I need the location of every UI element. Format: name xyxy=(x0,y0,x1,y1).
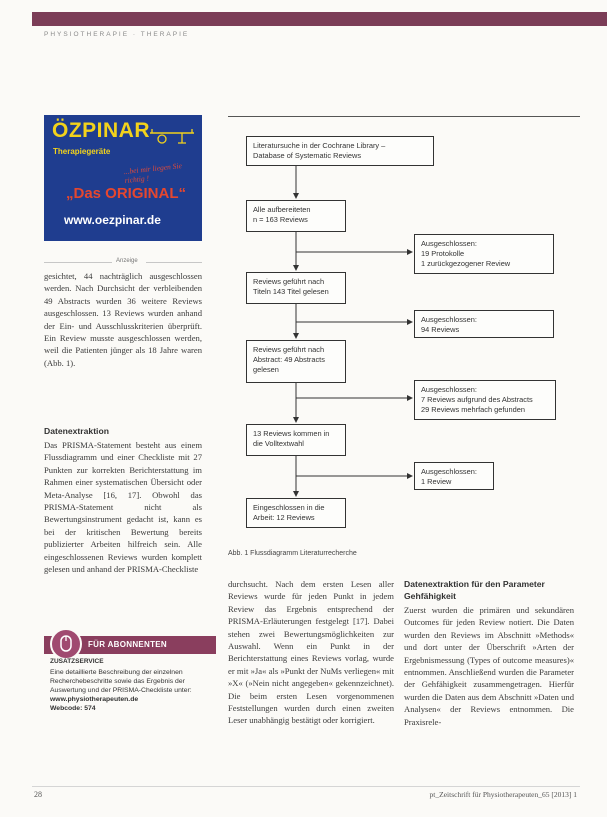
subscriber-title: ZUSATZSERVICE xyxy=(50,658,104,665)
flow-box-fulltext xyxy=(246,424,346,456)
paragraph-text: Zuerst wurden die primären und sekundären Outcomes für jeden Review notiert. Die Daten wurden den Reviews im Abschnitt »Methods« und dort unter der Überschrift »Arten der Ergebnismessung (Types of outcome measures)« entnommen. Anschließend wurden die Parameter der Gehfähigkeit zusammengetragen. Hierfür wurden die Daten aus dem Abschnitt »Daten und Analysen« der Reviews entnommen. Die Praxisrele- xyxy=(404,605,574,727)
flow-text: gelesen xyxy=(253,365,279,374)
footer-rule xyxy=(32,786,580,787)
page-number: 28 xyxy=(34,790,42,799)
subscriber-webcode: Webcode: 574 xyxy=(50,705,96,712)
flow-text: 13 Reviews kommen in xyxy=(253,429,330,438)
heading-datenextraktion: Datenextraktion xyxy=(44,426,109,436)
flow-text: 1 Review xyxy=(421,477,452,486)
flow-text: 19 Protokolle xyxy=(421,249,465,258)
subscriber-text xyxy=(50,668,212,713)
flow-box-excluded-3 xyxy=(414,380,556,420)
flow-text: 29 Reviews mehrfach gefunden xyxy=(421,405,525,414)
flow-box-excluded-4 xyxy=(414,462,494,490)
flow-text: 94 Reviews xyxy=(421,325,460,334)
subscriber-url[interactable]: www.physiotherapeuten.de xyxy=(50,696,139,703)
journal-name: pt_Zeitschrift für Physiotherapeuten_65 [2013] 1 xyxy=(429,790,577,799)
ad-slogan: ...bei mir liegen Sie richtig ! xyxy=(123,161,183,186)
subscriber-header: FÜR ABONNENTEN xyxy=(44,636,216,654)
flow-text: Titeln 143 Titel gelesen xyxy=(253,287,329,296)
flow-text: n = 163 Reviews xyxy=(253,215,308,224)
section-label: PHYSIOTHERAPIE · THERAPIE xyxy=(44,31,190,38)
heading-gehfaehigkeit: Datenextraktion für den Parameter Gehfähigkeit xyxy=(404,579,545,601)
flow-text: Ausgeschlossen: xyxy=(421,385,477,394)
flow-box-titles xyxy=(246,272,346,304)
flow-text: Eingeschlossen in die xyxy=(253,503,325,512)
paragraph-text: gesichtet, 44 nachträglich ausgeschlossen werden. Nach Durchsicht der verbleibenden 49 Abstracts wurden 36 weitere Reviews ausgeschlossen. 13 Reviews wurden anhand der Ein- und Ausschlusskriterien überprüft. Ein Review musste ausgeschlossen werden, weil die Patienten jünger als 18 Jahre waren (Abb. 1). xyxy=(44,271,202,368)
right-paragraph xyxy=(404,604,574,728)
middle-paragraph xyxy=(228,578,394,727)
ad-caption: Anzeige xyxy=(116,258,138,264)
flow-box-all-reviews xyxy=(246,200,346,232)
flow-text: Abstract: 49 Abstracts xyxy=(253,355,325,364)
subscriber-description: Eine detaillierte Beschreibung der einzelnen Recherchebeschritte sowie das Ergebnis der Auswertung und der PRISMA-Checkliste unter: xyxy=(50,669,192,694)
flow-box-included xyxy=(246,498,346,528)
flow-text: Arbeit: 12 Reviews xyxy=(253,513,315,522)
paragraph-text: durchsucht. Nach dem ersten Lesen aller Reviews wurde für jeden Punkt in jedem Review das Ergebnis entsprechend der PRISMA-Erläuterungen festgelegt [17]. Dabei stehen zwei Bewertungsmöglichkeiten zur Auswahl. Wenn ein Punkt in der Berichterstattung eines Reviews vorlag, wurde er mit »Ja« als »Punkt der NuMs verliegen« mit »X« (»Nein nicht angegeben« gekennzeichnet). Die beim ersten Lesen vorgenommenen Feststellungen wurden durch einen zweiten Leser unabhängig bestätigt oder korrigiert. xyxy=(228,579,394,726)
flow-text: Ausgeschlossen: xyxy=(421,315,477,324)
ad-url[interactable]: www.oezpinar.de xyxy=(64,213,161,227)
flow-text: 1 zurückgezogener Review xyxy=(421,259,511,268)
flow-box-excluded-1 xyxy=(414,234,554,274)
ad-subtitle: Therapiegeräte xyxy=(53,147,111,156)
flow-text: Reviews geführt nach xyxy=(253,277,325,286)
flow-box-abstracts xyxy=(246,340,346,383)
flow-text: Reviews geführt nach xyxy=(253,345,325,354)
flow-box-excluded-2 xyxy=(414,310,554,338)
flow-box-search xyxy=(246,136,434,166)
ad-original: „Das ORIGINAL“ xyxy=(66,185,187,202)
flow-text: 7 Reviews aufgrund des Abstracts xyxy=(421,395,533,404)
figure-caption: Abb. 1 Flussdiagramm Literaturrecherche xyxy=(228,550,357,557)
flow-text: Ausgeschlossen: xyxy=(421,467,477,476)
flow-text: Literatursuche in der Cochrane Library – xyxy=(253,141,386,150)
flow-text: Ausgeschlossen: xyxy=(421,239,477,248)
flow-text: Alle aufbereiteten xyxy=(253,205,311,214)
mouse-icon xyxy=(50,628,82,660)
paragraph-text: Das PRISMA-Statement besteht aus einem Flussdiagramm und einer Checkliste mit 27 Punkten zur korrekten Berichterstattung im Rahmen einer systematischen Übersicht oder Meta-Analyse [16, 17]. Obwohl das PRISMA-Statement nicht als Bewertungsinstrument gedacht ist, kann es bei der kritischen Bewertung bereits publizierter Arbeiten hilfreich sein. Alle eingeschlossenen Reviews wurden komplett gelesen und anhand der PRISMA-Checkliste xyxy=(44,440,202,575)
flow-text: die Volltextwahl xyxy=(253,439,304,448)
ad-brand: ÖZPINAR xyxy=(52,119,150,142)
flow-text: Database of Systematic Reviews xyxy=(253,151,362,160)
subscriber-box xyxy=(44,636,216,746)
